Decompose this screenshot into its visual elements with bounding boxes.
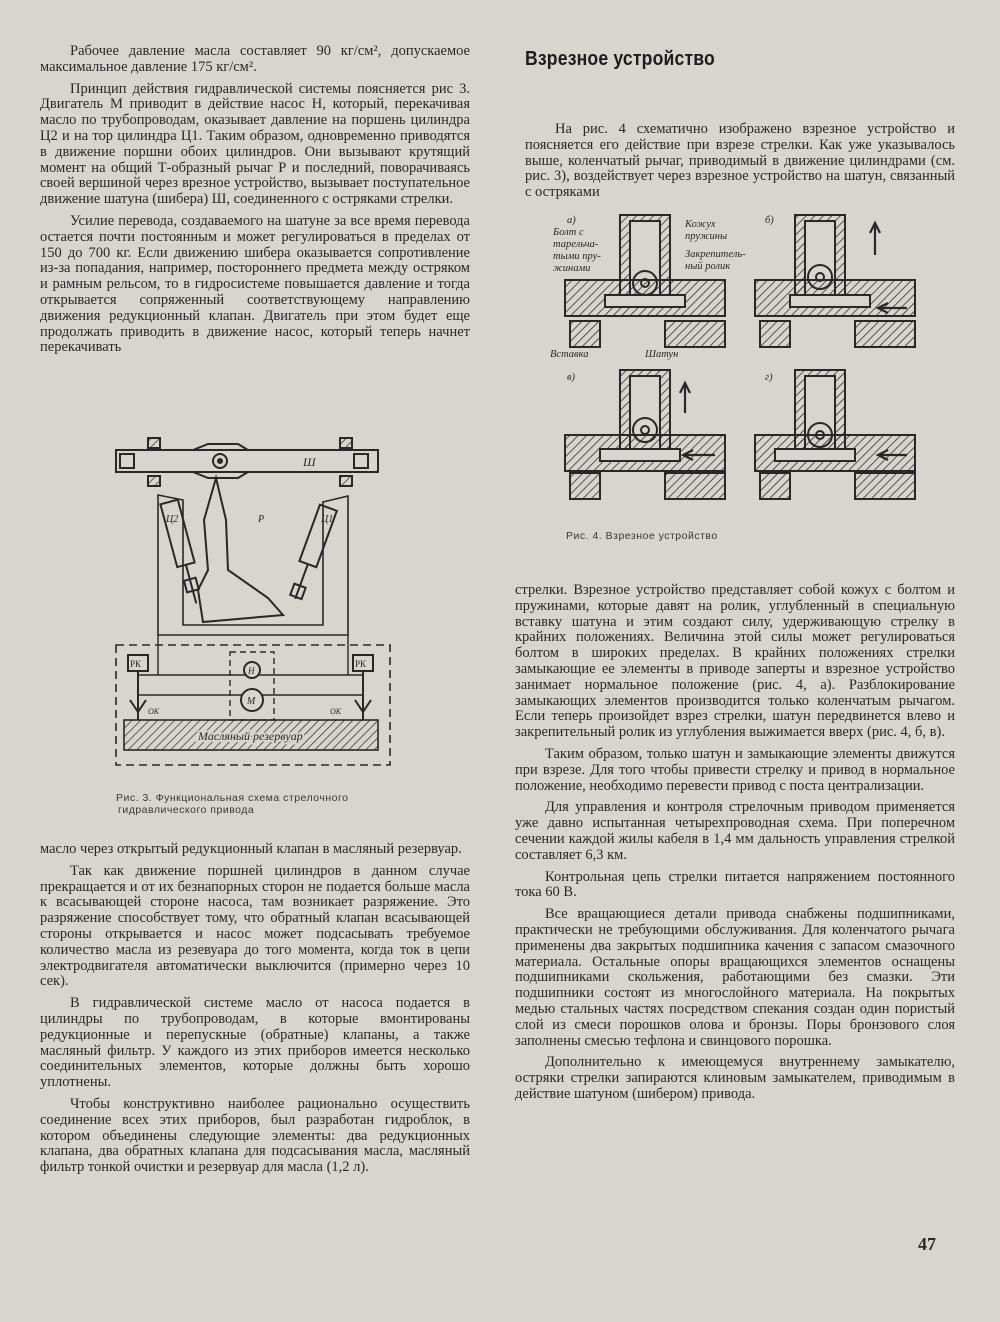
figure-3-caption xyxy=(116,792,436,816)
left-column-bottom xyxy=(40,842,470,1182)
label-ok-right: ОК xyxy=(330,707,342,716)
label-pump: Н xyxy=(248,666,255,676)
paragraph: стрелки. Взрезное устройство представляет собой кожух с болтом и пружинами, которые давят на ролик, углубленный в специальную вставку шатуна и этим создают силу, удерживающую стрелку в крайних положениях. Величина этой силы может регулироваться болтом в широких пределах. В крайних положениях стрелки замыкающие ее элементы в приводе заперты и взрезное устройство занимает нормальное положение (рис. 4, а). Разблокирование замыкающих элементов производится только коленчатым рычагом. Если теперь произойдет взрез стрелки, шатун передвинется влево и закрепительный ролик из углубления выжимается вверх (рис. 4, б, в). xyxy=(515,582,955,741)
section-title: Взрезное устройство xyxy=(525,48,715,70)
label-bolt: тыми пру- xyxy=(553,251,601,262)
caption-line: гидравлического привода xyxy=(118,804,255,816)
paragraph: Контрольная цепь стрелки питается напряжением постоянного тока 60 В. xyxy=(515,868,955,901)
paragraph: Рабочее давление масла составляет 90 кг/см², допускаемое максимальное давление 175 кг/см². xyxy=(40,43,470,75)
label-bolt: тарельча- xyxy=(553,239,599,250)
label-ok-left: ОК xyxy=(148,707,160,716)
paragraph: Все вращающиеся детали привода снабжены подшипниками, практически не требующими обслуживания. Для коленчатого рычага применены два закрытых подшипника качения с запасом смазочного материала. Остальные опоры вращающихся элементов оснащены подшипниками скольжения, работающими без смазки. Эти подшипники состоят из многослойного материала. На покрытых медью стальных частях посредством спекания создан один пористый слой из смеси порошков олова и бронзы. Поры бронзового слоя заполнены смесью тефлона и свинцового порошка. xyxy=(515,906,955,1049)
label-roller: Закрепитель- xyxy=(685,249,746,260)
panel-g xyxy=(755,370,915,499)
label-conrod: Шатун xyxy=(645,349,679,360)
figure-4-caption: Рис. 4. Взрезное устройство xyxy=(566,530,718,542)
panel-b xyxy=(755,215,915,347)
label-lever: Р xyxy=(258,514,265,525)
label-reservoir: Масляный резервуар xyxy=(198,729,303,743)
label-insert: Вставка xyxy=(550,349,589,360)
paragraph: Таким образом, только шатун и замыкающие элементы движутся при взрезе. Для того чтобы привести стрелку и привод в нормальное положение, необходимо перевести привод с поста централизации. xyxy=(515,745,955,794)
paragraph: В гидравлической системе масло от насоса подается в цилиндры по трубопроводам, в которые вмонтированы редукционные и перепускные (обратные) клапаны, а также масляный фильтр. У каждого из этих приборов имеется несколько соединительных элементов, которые должны быть хорошо уплотнены. xyxy=(40,995,470,1091)
label-rk-left: РК xyxy=(130,659,142,669)
caption-line: Рис. 3. Функциональная схема стрелочного xyxy=(116,792,349,804)
figure-4-cutting-device xyxy=(545,205,925,505)
label-motor: М xyxy=(247,696,256,707)
panel-label-a: а) xyxy=(567,215,576,226)
page-number: 47 xyxy=(918,1234,936,1254)
panel-v xyxy=(565,370,725,499)
right-column-top xyxy=(525,122,955,207)
label-casing: Кожух xyxy=(685,219,716,230)
label-cyl2: Ц2 xyxy=(166,514,179,525)
paragraph: масло через открытый редукционный клапан в масляный резервуар. xyxy=(40,841,462,857)
label-cyl1: Ц1 xyxy=(321,514,334,525)
paragraph: Чтобы конструктивно наиболее рационально осуществить соединение всех этих приборов, был разработан гидроблок, в котором объединены следующие элементы: два редукционных клапана, два обратных клапана для подсасывания масла, масляный фильтр тонкой очистки и резервуар для масла (1,2 л). xyxy=(40,1095,470,1176)
paragraph: Дополнительно к имеющемуся внутреннему замыкателю, остряки стрелки запираются клиновым замыкателем, приводимым в действие шатуном (шибером) привода. xyxy=(515,1054,955,1102)
paragraph: Усилие перевода, создаваемого на шатуне за все время перевода остается почти постоянным и может регулироваться в пределах от 150 до 700 кг. Если движению шибера оказывается сопротивление из-за попадания, например, постороннего предмета между остряком и рамным рельсом, то в гидросистеме повышается давление и тогда открывается сопряженный соответствующему направлению движения редукционный клапан. Двигатель при этом будет еще продолжать приводить в движение насос, который теперь начнет перекачивать xyxy=(40,212,470,356)
label-bolt: жинами xyxy=(553,263,591,274)
label-rod: Ш xyxy=(303,455,316,469)
panel-label-b: б) xyxy=(765,215,774,226)
panel-label-g: г) xyxy=(765,372,773,383)
paragraph: На рис. 4 схематично изображено взрезное устройство и поясняется его действие при взрезе стрелки. Как уже указывалось выше, коленчатый рычаг, приводимый в движение цилиндрами (см. рис. 3), воздействует через взрезное устройство на шатун, связанный с остряками xyxy=(525,121,955,201)
paragraph: Принцип действия гидравлической системы поясняется рис 3. Двигатель М приводит в действие насос Н, который, перекачивая масло по трубопроводам, оказывает давление на поршень цилиндра Ц2 и на тор цилиндра Ц1. Таким образом, одновременно приводятся в движение поршни обоих цилиндров. Они вызывают крутящий момент на общий Т-образный рычаг Р и последний, поворачиваясь своей вершиной через врезное устройство, вызывает поступательное движение шатуна (шибера) Ш, соединенного с остряками стрелки. xyxy=(40,80,470,208)
label-roller: ный ролик xyxy=(685,261,731,272)
label-rk-right: РК xyxy=(355,659,367,669)
paragraph: Для управления и контроля стрелочным приводом применяется уже давно испытанная четырехпроводная схема. При поперечном сечении каждой жилы кабеля в 1,4 мм дальность управления стрелкой составляет 6,3 км. xyxy=(515,799,955,863)
right-column-bottom xyxy=(515,583,955,1109)
panel-label-v: в) xyxy=(567,372,576,383)
left-column-top xyxy=(40,44,470,362)
label-bolt: Болт с xyxy=(553,227,584,238)
paragraph: Так как движение поршней цилиндров в данном случае прекращается и от их безнапорных сторон не подается больше масла к всасывающей стороне насоса, там возникает разряжение. Это разряжение способствует тому, что обратный клапан всасывающей стороны открывается и насос может подсасывать требуемое количество масла из резевуара до того момента, когда ток в цепи электродвигателя автоматически выключится (примерно через 10 сек). xyxy=(40,862,470,990)
figure-3-hydraulic-scheme xyxy=(108,430,408,770)
label-casing: пружины xyxy=(685,231,728,242)
